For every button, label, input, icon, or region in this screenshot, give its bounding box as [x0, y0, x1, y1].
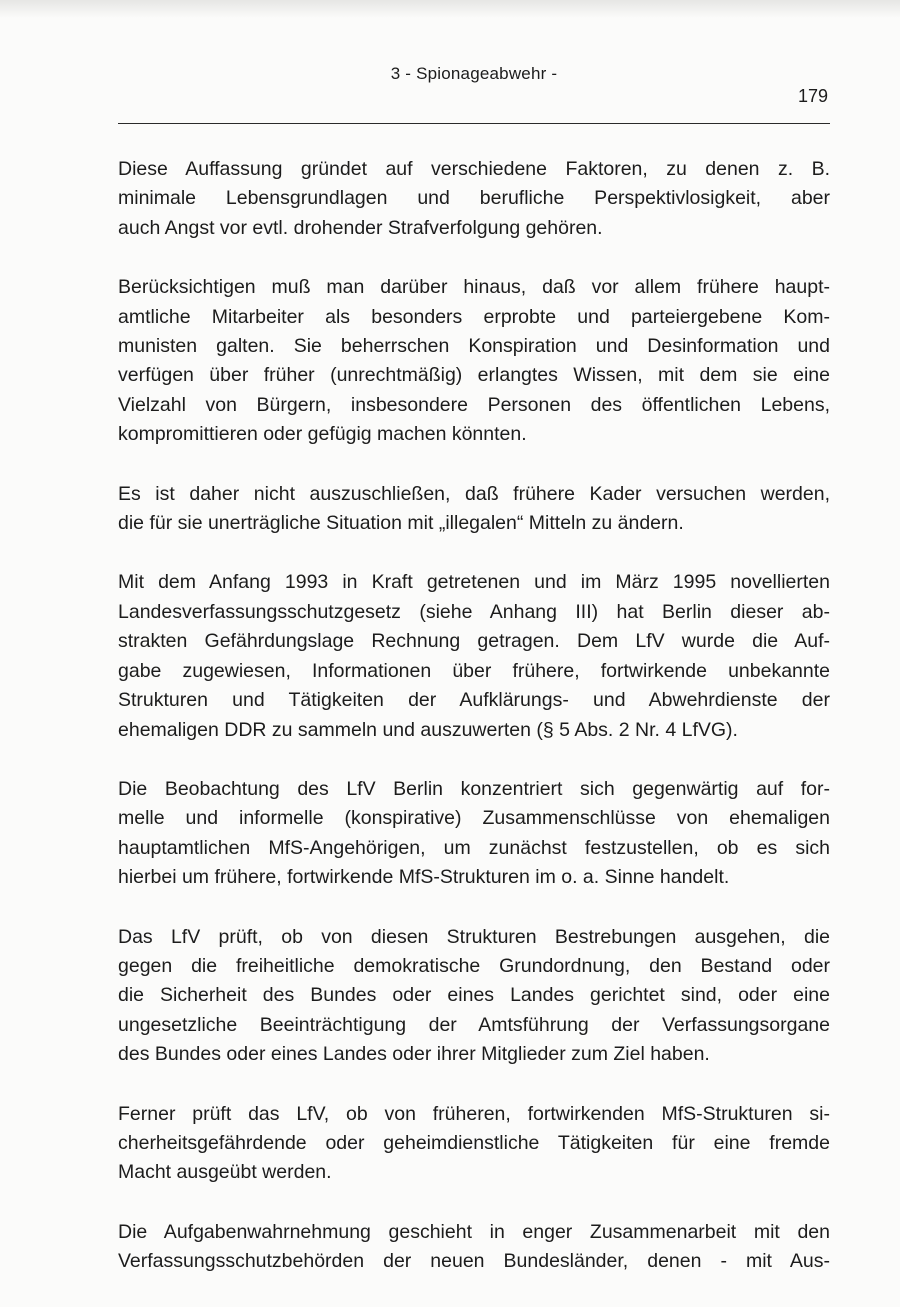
text-line: Ferner prüft das LfV, ob von früheren, fortwirkenden MfS-Strukturen si-	[118, 1102, 830, 1125]
text-line: hierbei um frühere, fortwirkende MfS-Strukturen im o. a. Sinne handelt.	[118, 866, 730, 889]
text-line: gegen die freiheitliche demokratische Grundordnung, den Bestand oder	[118, 954, 830, 977]
text-line: Es ist daher nicht auszuschließen, daß frühere Kader versuchen werden,	[118, 482, 830, 505]
text-line: kompromittieren oder gefügig machen könnten.	[118, 423, 527, 446]
paragraph	[118, 155, 830, 243]
section-title: 3 - Spionageabwehr -	[390, 64, 558, 83]
text-line: melle und informelle (konspirative) Zusammenschlüsse von ehemaligen	[118, 807, 830, 830]
text-line: Vielzahl von Bürgern, insbesondere Personen des öffentlichen Lebens,	[118, 393, 830, 416]
text-line: Die Aufgabenwahrnehmung geschieht in enger Zusammenarbeit mit den	[118, 1220, 830, 1243]
text-line: Mit dem Anfang 1993 in Kraft getretenen und im März 1995 novellierten	[118, 571, 830, 594]
text-line: Landesverfassungsschutzgesetz (siehe Anhang III) hat Berlin dieser ab-	[118, 600, 830, 623]
text-line: amtliche Mitarbeiter als besonders erprobte und parteiergebene Kom-	[118, 305, 830, 328]
text-line: Die Beobachtung des LfV Berlin konzentriert sich gegenwärtig auf for-	[118, 777, 830, 800]
page-number: 179	[797, 86, 828, 106]
paragraph	[118, 923, 830, 1070]
text-line: strakten Gefährdungslage Rechnung getragen. Dem LfV wurde die Auf-	[118, 630, 830, 653]
text-line: Macht ausgeübt werden.	[118, 1161, 332, 1184]
text-line: cherheitsgefährdende oder geheimdienstliche Tätigkeiten für eine fremde	[118, 1131, 830, 1154]
text-line: Verfassungsschutzbehörden der neuen Bundesländer, denen - mit Aus-	[118, 1250, 830, 1273]
text-line: verfügen über früher (unrechtmäßig) erlangtes Wissen, mit dem sie eine	[118, 364, 830, 387]
text-line: die für sie unerträgliche Situation mit „illegalen“ Mitteln zu ändern.	[118, 512, 684, 535]
text-line: munisten galten. Sie beherrschen Konspiration und Desinformation und	[118, 335, 830, 358]
text-line: minimale Lebensgrundlagen und berufliche Perspektivlosigkeit, aber	[118, 187, 830, 210]
page-header	[118, 60, 830, 126]
paragraph	[118, 273, 830, 449]
text-line: die Sicherheit des Bundes oder eines Landes gerichtet sind, oder eine	[118, 984, 830, 1007]
text-line: Das LfV prüft, ob von diesen Strukturen Bestrebungen ausgehen, die	[118, 925, 830, 948]
paragraph	[118, 568, 830, 744]
text-line: gabe zugewiesen, Informationen über frühere, fortwirkende unbekannte	[118, 659, 830, 682]
text-line: ehemaligen DDR zu sammeln und auszuwerten (§ 5 Abs. 2 Nr. 4 LfVG).	[118, 718, 738, 741]
paragraph	[118, 1218, 830, 1277]
text-line: ungesetzliche Beeinträchtigung der Amtsführung der Verfassungsorgane	[118, 1013, 830, 1036]
scan-edge	[0, 0, 900, 18]
header-rule	[118, 123, 830, 124]
paragraph	[118, 480, 830, 539]
text-line: Diese Auffassung gründet auf verschiedene Faktoren, zu denen z. B.	[118, 158, 830, 180]
text-line: Strukturen und Tätigkeiten der Aufklärungs- und Abwehrdienste der	[118, 689, 830, 712]
paragraph	[118, 775, 830, 893]
document-body	[118, 155, 830, 1307]
text-line: des Bundes oder eines Landes oder ihrer Mitglieder zum Ziel haben.	[118, 1043, 710, 1066]
text-line: auch Angst vor evtl. drohender Strafverfolgung gehören.	[118, 216, 603, 239]
text-line: hauptamtlichen MfS-Angehörigen, um zunächst festzustellen, ob es sich	[118, 836, 830, 859]
paragraph	[118, 1100, 830, 1188]
text-line: Berücksichtigen muß man darüber hinaus, daß vor allem frühere haupt-	[118, 276, 830, 299]
